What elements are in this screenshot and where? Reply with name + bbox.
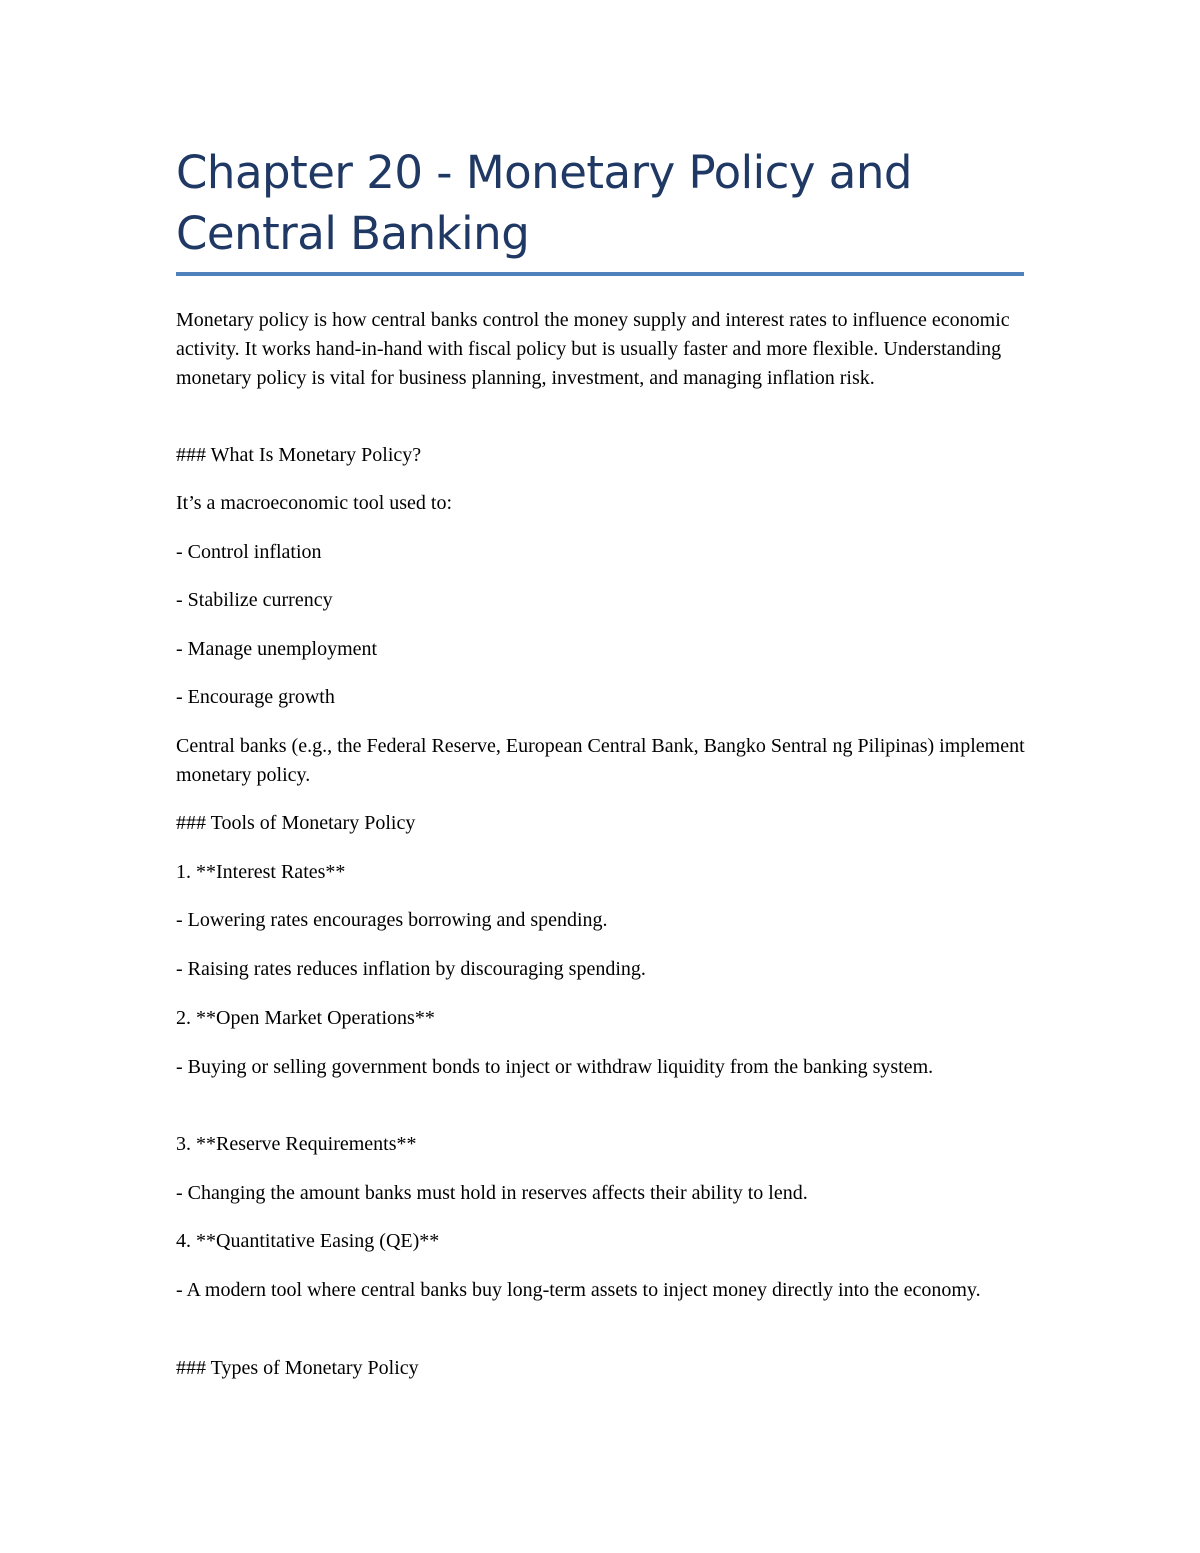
list-item: - Stabilize currency: [176, 589, 333, 611]
section-heading-types: ### Types of Monetary Policy: [176, 1357, 419, 1379]
numbered-item-reserve-requirements: 3. **Reserve Requirements**: [176, 1133, 417, 1155]
intro-paragraph: Monetary policy is how central banks control the money supply and interest rates to influence economic activity. It works hand-in-hand with fiscal policy but is usually faster and more flexible. Understanding monetary policy is vital for business planning, investment, and managing inflation risk.: [176, 309, 1010, 389]
title-underline-rule: [176, 272, 1024, 276]
page-title: Chapter 20 - Monetary Policy and Central Banking: [176, 146, 912, 260]
numbered-item-interest-rates: 1. **Interest Rates**: [176, 861, 346, 883]
section-heading-tools: ### Tools of Monetary Policy: [176, 812, 416, 834]
list-item: - Manage unemployment: [176, 638, 378, 660]
list-item: - Lowering rates encourages borrowing and spending.: [176, 909, 608, 931]
section-heading-what-is: ### What Is Monetary Policy?: [176, 444, 422, 466]
paragraph-tool-intro: It’s a macroeconomic tool used to:: [176, 492, 453, 514]
list-item: - Changing the amount banks must hold in reserves affects their ability to lend.: [176, 1182, 808, 1204]
numbered-item-open-market: 2. **Open Market Operations**: [176, 1007, 435, 1029]
list-item: - A modern tool where central banks buy long-term assets to inject money directly into the economy.: [176, 1279, 981, 1301]
list-item: - Encourage growth: [176, 686, 335, 708]
numbered-item-quantitative-easing: 4. **Quantitative Easing (QE)**: [176, 1230, 440, 1252]
paragraph-central-banks: Central banks (e.g., the Federal Reserve, European Central Bank, Bangko Sentral ng Pilipinas) implement monetary policy.: [176, 735, 1025, 786]
list-item: - Control inflation: [176, 541, 322, 563]
list-item: - Buying or selling government bonds to inject or withdraw liquidity from the banking system.: [176, 1056, 934, 1078]
list-item: - Raising rates reduces inflation by discouraging spending.: [176, 958, 646, 980]
